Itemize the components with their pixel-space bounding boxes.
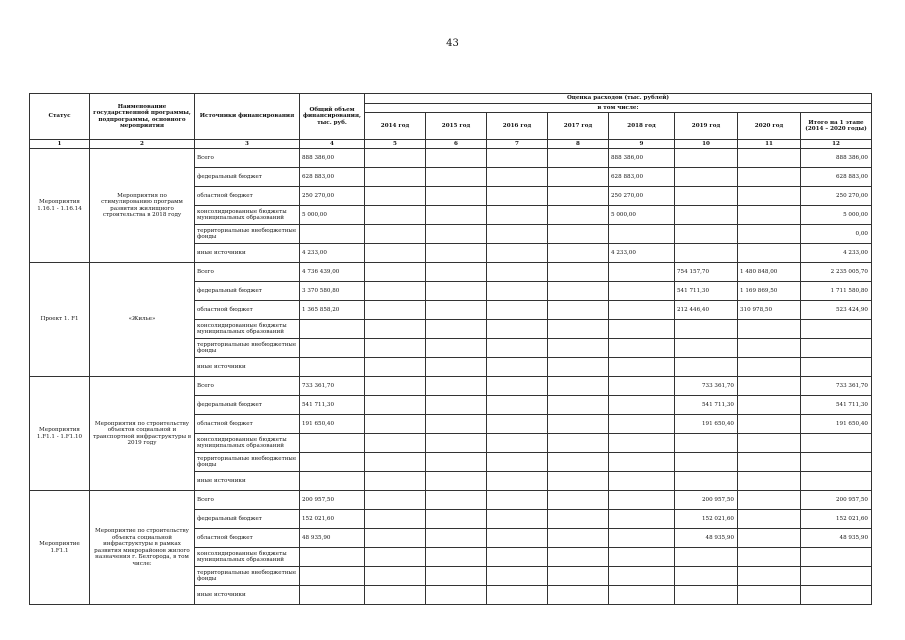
year-2020-cell (738, 510, 801, 529)
total-cell (300, 453, 365, 472)
year-2016-cell (487, 529, 548, 548)
year-2014-cell (365, 339, 426, 358)
page-number: 43 (446, 38, 459, 49)
stage-total-cell: 250 270,00 (801, 187, 872, 206)
year-2019-cell (675, 206, 738, 225)
year-2016-cell (487, 586, 548, 605)
year-2018-cell: 628 883,00 (609, 168, 675, 187)
year-2015-cell (426, 415, 487, 434)
year-2019-cell (675, 434, 738, 453)
year-2016-cell (487, 149, 548, 168)
year-2017-cell (548, 320, 609, 339)
year-2018-cell (609, 491, 675, 510)
funding-source-cell: Всего (195, 377, 300, 396)
year-2016-cell (487, 548, 548, 567)
year-2020-cell (738, 225, 801, 244)
col-sources-header: Источники финансирования (195, 94, 300, 140)
year-2019-cell: 541 711,30 (675, 396, 738, 415)
table-header (30, 94, 872, 149)
stage-total-cell: 523 424,90 (801, 301, 872, 320)
funding-source-cell: консолидированные бюджеты муниципальных образований (195, 548, 300, 567)
column-number: 7 (487, 140, 548, 149)
year-2017-cell (548, 453, 609, 472)
status-cell: Мероприятия 1.16.1 - 1.16.14 (30, 149, 90, 263)
year-2015-cell (426, 586, 487, 605)
year-2018-cell (609, 453, 675, 472)
total-cell (300, 548, 365, 567)
funding-source-cell: областной бюджет (195, 301, 300, 320)
year-2020-cell (738, 434, 801, 453)
table-row (30, 491, 872, 510)
year-2019-cell: 152 021,60 (675, 510, 738, 529)
year-2014-cell (365, 358, 426, 377)
year-2020-cell: 1 480 848,00 (738, 263, 801, 282)
table-row (30, 263, 872, 282)
year-header: 2018 год (609, 113, 675, 140)
year-2020-cell (738, 586, 801, 605)
year-2014-cell (365, 168, 426, 187)
year-2017-cell (548, 415, 609, 434)
year-2017-cell (548, 377, 609, 396)
year-2018-cell: 888 386,00 (609, 149, 675, 168)
total-cell: 628 883,00 (300, 168, 365, 187)
year-2016-cell (487, 244, 548, 263)
budget-table (29, 93, 872, 605)
column-number: 2 (90, 140, 195, 149)
funding-source-cell: областной бюджет (195, 415, 300, 434)
stage-total-cell: 191 650,40 (801, 415, 872, 434)
col-total-header: Общий объем финансирования, тыс. руб. (300, 94, 365, 140)
program-name-cell: «Жилье» (90, 263, 195, 377)
year-2018-cell (609, 320, 675, 339)
funding-source-cell: иные источники (195, 244, 300, 263)
column-number-row (30, 140, 872, 149)
year-2016-cell (487, 396, 548, 415)
column-number: 4 (300, 140, 365, 149)
stage-total-cell: 2 235 005,70 (801, 263, 872, 282)
year-2019-cell (675, 453, 738, 472)
year-2017-cell (548, 168, 609, 187)
stage-total-cell (801, 453, 872, 472)
year-2017-cell (548, 244, 609, 263)
program-name-cell: Мероприятия по строительству объектов социальной и транспортной инфраструктуры в 2019 году (90, 377, 195, 491)
total-cell (300, 358, 365, 377)
year-2017-cell (548, 301, 609, 320)
year-2014-cell (365, 320, 426, 339)
year-2016-cell (487, 491, 548, 510)
stage-total-cell: 48 935,90 (801, 529, 872, 548)
stage-total-cell (801, 358, 872, 377)
year-2015-cell (426, 206, 487, 225)
year-2020-cell (738, 472, 801, 491)
year-2016-cell (487, 415, 548, 434)
total-cell (300, 339, 365, 358)
year-2016-cell (487, 187, 548, 206)
year-2014-cell (365, 586, 426, 605)
year-2015-cell (426, 434, 487, 453)
funding-source-cell: Всего (195, 491, 300, 510)
year-2017-cell (548, 548, 609, 567)
year-2016-cell (487, 301, 548, 320)
funding-source-cell: консолидированные бюджеты муниципальных образований (195, 434, 300, 453)
stage-total-cell: 152 021,60 (801, 510, 872, 529)
year-2020-cell (738, 149, 801, 168)
year-2015-cell (426, 548, 487, 567)
funding-source-cell: консолидированные бюджеты муниципальных образований (195, 206, 300, 225)
stage-total-cell (801, 472, 872, 491)
year-2018-cell (609, 415, 675, 434)
total-cell (300, 434, 365, 453)
year-2020-cell (738, 548, 801, 567)
year-2015-cell (426, 377, 487, 396)
column-number: 1 (30, 140, 90, 149)
col-status-header: Статус (30, 94, 90, 140)
stage-total-cell: 0,00 (801, 225, 872, 244)
year-2019-cell: 191 650,40 (675, 415, 738, 434)
year-2018-cell (609, 434, 675, 453)
year-2020-cell (738, 396, 801, 415)
funding-source-cell: территориальные внебюджетные фонды (195, 567, 300, 586)
year-header: 2020 год (738, 113, 801, 140)
year-2016-cell (487, 263, 548, 282)
year-2015-cell (426, 358, 487, 377)
year-2020-cell (738, 453, 801, 472)
year-2019-cell (675, 320, 738, 339)
year-2015-cell (426, 320, 487, 339)
column-number: 3 (195, 140, 300, 149)
year-2016-cell (487, 472, 548, 491)
total-cell: 541 711,30 (300, 396, 365, 415)
status-cell: Мероприятия 1.F1.1 - 1.F1.10 (30, 377, 90, 491)
column-number: 11 (738, 140, 801, 149)
total-cell: 1 365 858,20 (300, 301, 365, 320)
funding-source-cell: территориальные внебюджетные фонды (195, 225, 300, 244)
total-cell: 3 370 580,80 (300, 282, 365, 301)
year-header: 2019 год (675, 113, 738, 140)
year-2018-cell (609, 377, 675, 396)
year-2017-cell (548, 472, 609, 491)
year-2020-cell (738, 358, 801, 377)
year-2018-cell (609, 225, 675, 244)
year-2018-cell (609, 339, 675, 358)
program-name-cell: Мероприятия по стимулированию программ развития жилищного строительства в 2018 году (90, 149, 195, 263)
funding-source-cell: федеральный бюджет (195, 510, 300, 529)
status-cell: Мероприятие 1.F1.1 (30, 491, 90, 605)
funding-source-cell: областной бюджет (195, 187, 300, 206)
year-2018-cell: 4 233,00 (609, 244, 675, 263)
estimate-header: Оценка расходов (тыс. рублей) (365, 94, 872, 104)
year-2016-cell (487, 225, 548, 244)
year-2014-cell (365, 491, 426, 510)
funding-source-cell: федеральный бюджет (195, 282, 300, 301)
year-2018-cell: 250 270,00 (609, 187, 675, 206)
year-2015-cell (426, 282, 487, 301)
stage-total-cell (801, 320, 872, 339)
year-2017-cell (548, 225, 609, 244)
year-2017-cell (548, 529, 609, 548)
year-2017-cell (548, 567, 609, 586)
year-2018-cell (609, 510, 675, 529)
year-2015-cell (426, 529, 487, 548)
year-2019-cell (675, 187, 738, 206)
program-name-cell: Мероприятие по строительству объекта социальной инфраструктуры в рамках развития микрорайонов жилого назначения г. Белгорода, в том числе: (90, 491, 195, 605)
funding-source-cell: иные источники (195, 472, 300, 491)
year-2018-cell (609, 567, 675, 586)
year-2016-cell (487, 206, 548, 225)
year-2014-cell (365, 548, 426, 567)
year-2019-cell (675, 567, 738, 586)
year-2019-cell (675, 168, 738, 187)
column-number: 5 (365, 140, 426, 149)
year-2014-cell (365, 396, 426, 415)
year-2019-cell (675, 225, 738, 244)
year-2017-cell (548, 263, 609, 282)
year-2018-cell (609, 548, 675, 567)
year-2020-cell (738, 187, 801, 206)
stage-total-cell: 1 711 580,80 (801, 282, 872, 301)
year-2015-cell (426, 472, 487, 491)
year-2015-cell (426, 339, 487, 358)
year-2020-cell (738, 377, 801, 396)
stage-total-cell (801, 339, 872, 358)
year-2014-cell (365, 567, 426, 586)
stage-total-cell: 628 883,00 (801, 168, 872, 187)
total-cell (300, 472, 365, 491)
year-header: 2015 год (426, 113, 487, 140)
year-2017-cell (548, 396, 609, 415)
year-2020-cell (738, 491, 801, 510)
total-cell: 250 270,00 (300, 187, 365, 206)
year-2014-cell (365, 434, 426, 453)
year-2014-cell (365, 263, 426, 282)
year-2014-cell (365, 415, 426, 434)
year-2015-cell (426, 453, 487, 472)
year-2019-cell: 541 711,30 (675, 282, 738, 301)
year-2015-cell (426, 491, 487, 510)
total-cell (300, 225, 365, 244)
total-cell (300, 567, 365, 586)
year-2020-cell (738, 320, 801, 339)
year-2017-cell (548, 206, 609, 225)
year-2019-cell: 48 935,90 (675, 529, 738, 548)
year-2020-cell (738, 168, 801, 187)
funding-source-cell: Всего (195, 149, 300, 168)
year-2020-cell (738, 529, 801, 548)
year-2020-cell: 1 169 869,50 (738, 282, 801, 301)
year-2019-cell (675, 358, 738, 377)
year-2015-cell (426, 510, 487, 529)
year-2015-cell (426, 244, 487, 263)
year-2018-cell (609, 472, 675, 491)
year-2017-cell (548, 149, 609, 168)
stage-total-header: Итого на 1 этапе (2014 – 2020 годы) (801, 113, 872, 140)
year-2015-cell (426, 168, 487, 187)
total-cell: 191 650,40 (300, 415, 365, 434)
funding-source-cell: федеральный бюджет (195, 396, 300, 415)
column-number: 10 (675, 140, 738, 149)
funding-source-cell: территориальные внебюджетные фонды (195, 339, 300, 358)
year-2014-cell (365, 225, 426, 244)
year-2014-cell (365, 187, 426, 206)
year-2016-cell (487, 282, 548, 301)
year-2019-cell (675, 548, 738, 567)
year-2014-cell (365, 282, 426, 301)
total-cell (300, 586, 365, 605)
year-2014-cell (365, 301, 426, 320)
funding-source-cell: федеральный бюджет (195, 168, 300, 187)
year-2018-cell (609, 396, 675, 415)
stage-total-cell: 541 711,30 (801, 396, 872, 415)
year-2015-cell (426, 263, 487, 282)
year-2014-cell (365, 510, 426, 529)
total-cell: 4 736 439,00 (300, 263, 365, 282)
stage-total-cell (801, 434, 872, 453)
total-cell: 733 361,70 (300, 377, 365, 396)
year-2014-cell (365, 206, 426, 225)
year-2015-cell (426, 567, 487, 586)
year-2015-cell (426, 187, 487, 206)
year-2016-cell (487, 434, 548, 453)
year-2019-cell (675, 149, 738, 168)
year-2017-cell (548, 586, 609, 605)
year-2016-cell (487, 358, 548, 377)
column-number: 8 (548, 140, 609, 149)
col-name-header: Наименование государственной программы, подпрограммы, основного мероприятия (90, 94, 195, 140)
year-2019-cell: 733 361,70 (675, 377, 738, 396)
year-header: 2016 год (487, 113, 548, 140)
year-2016-cell (487, 510, 548, 529)
year-2014-cell (365, 472, 426, 491)
stage-total-cell (801, 567, 872, 586)
year-2014-cell (365, 149, 426, 168)
year-2014-cell (365, 529, 426, 548)
total-cell: 48 935,90 (300, 529, 365, 548)
year-2018-cell (609, 282, 675, 301)
year-2018-cell: 5 000,00 (609, 206, 675, 225)
year-header: 2014 год (365, 113, 426, 140)
year-2016-cell (487, 453, 548, 472)
column-number: 6 (426, 140, 487, 149)
year-2014-cell (365, 244, 426, 263)
year-2019-cell: 212 446,40 (675, 301, 738, 320)
year-2018-cell (609, 586, 675, 605)
stage-total-cell: 5 000,00 (801, 206, 872, 225)
year-2020-cell (738, 567, 801, 586)
year-header: 2017 год (548, 113, 609, 140)
year-2017-cell (548, 491, 609, 510)
funding-source-cell: консолидированные бюджеты муниципальных образований (195, 320, 300, 339)
year-2019-cell (675, 339, 738, 358)
year-2018-cell (609, 529, 675, 548)
stage-total-cell (801, 548, 872, 567)
funding-source-cell: областной бюджет (195, 529, 300, 548)
table-body (30, 149, 872, 605)
total-cell: 200 957,50 (300, 491, 365, 510)
year-2016-cell (487, 567, 548, 586)
stage-total-cell: 200 957,50 (801, 491, 872, 510)
table-row (30, 149, 872, 168)
total-cell (300, 320, 365, 339)
stage-total-cell: 4 233,00 (801, 244, 872, 263)
including-header: в том числе: (365, 104, 872, 113)
funding-source-cell: территориальные внебюджетные фонды (195, 453, 300, 472)
year-2016-cell (487, 377, 548, 396)
year-2020-cell (738, 339, 801, 358)
column-number: 9 (609, 140, 675, 149)
year-2017-cell (548, 434, 609, 453)
stage-total-cell (801, 586, 872, 605)
year-2017-cell (548, 510, 609, 529)
year-2019-cell (675, 244, 738, 263)
year-2014-cell (365, 377, 426, 396)
year-2018-cell (609, 263, 675, 282)
year-2016-cell (487, 320, 548, 339)
funding-source-cell: Всего (195, 263, 300, 282)
stage-total-cell: 733 361,70 (801, 377, 872, 396)
year-2020-cell (738, 206, 801, 225)
funding-source-cell: иные источники (195, 586, 300, 605)
year-2019-cell: 754 157,70 (675, 263, 738, 282)
stage-total-cell: 888 386,00 (801, 149, 872, 168)
year-2015-cell (426, 301, 487, 320)
year-2020-cell: 310 978,50 (738, 301, 801, 320)
year-2020-cell (738, 415, 801, 434)
table-row (30, 377, 872, 396)
year-2015-cell (426, 149, 487, 168)
year-2016-cell (487, 339, 548, 358)
year-2020-cell (738, 244, 801, 263)
total-cell: 4 233,00 (300, 244, 365, 263)
year-2017-cell (548, 282, 609, 301)
year-2015-cell (426, 225, 487, 244)
year-2017-cell (548, 339, 609, 358)
year-2019-cell: 200 957,50 (675, 491, 738, 510)
total-cell: 152 021,60 (300, 510, 365, 529)
year-2019-cell (675, 472, 738, 491)
year-2017-cell (548, 358, 609, 377)
funding-source-cell: иные источники (195, 358, 300, 377)
year-2015-cell (426, 396, 487, 415)
status-cell: Проект 1. F1 (30, 263, 90, 377)
year-2017-cell (548, 187, 609, 206)
total-cell: 888 386,00 (300, 149, 365, 168)
total-cell: 5 000,00 (300, 206, 365, 225)
column-number: 12 (801, 140, 872, 149)
year-2018-cell (609, 358, 675, 377)
year-2019-cell (675, 586, 738, 605)
year-2018-cell (609, 301, 675, 320)
year-2014-cell (365, 453, 426, 472)
year-2016-cell (487, 168, 548, 187)
